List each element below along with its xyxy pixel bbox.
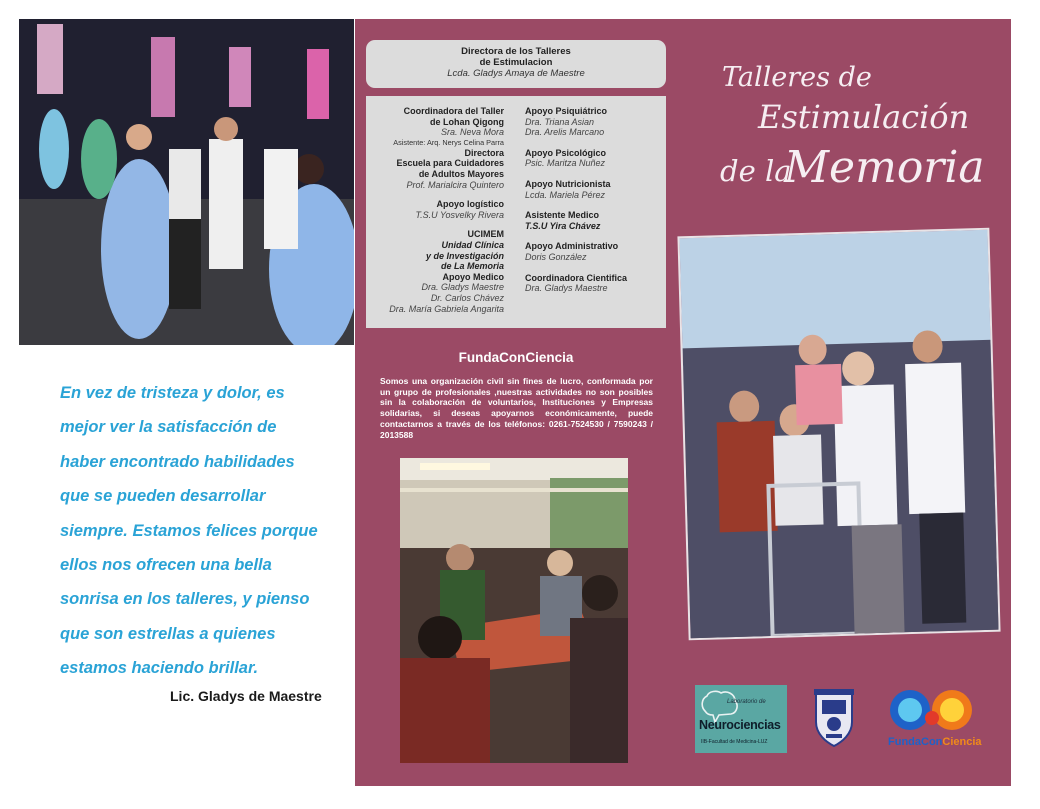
staff-role: Apoyo logístico <box>436 199 504 210</box>
quote-line: ellos nos ofrecen una bella <box>60 556 272 575</box>
director-title: Directora de los Talleres <box>461 46 571 57</box>
staff-role: de Lohan Qigong <box>430 116 504 127</box>
quote-line: mejor ver la satisfacción de <box>60 418 277 437</box>
staff-person: Dra. Gladys Maestre <box>525 283 608 294</box>
neuro-main-text: Neurociencias <box>699 718 781 732</box>
staff-person: Dr. Carlos Chávez <box>430 292 504 303</box>
university-crest-icon <box>812 688 856 748</box>
staff-person: Prof. Marialcira Quintero <box>406 179 504 190</box>
quote-line: siempre. Estamos felices porque <box>60 521 318 540</box>
staff-person: Dra. María Gabriela Angarita <box>389 303 504 314</box>
staff-role: Apoyo Medico <box>442 271 504 282</box>
quote-line: que son estrellas a quienes <box>60 624 276 643</box>
fundaconciencia-body: Somos una organización civil sin fines de lucro, conformada por un grupo de profesionales ,nuestras actividades no son posibles sin la colaboración de voluntarios, Instituciones y Empresas solidarias, si deseas apoyarnos económicamente, puede contactarnos a través de los teléfonos: 0261-7524530 / 7590243 / 2013588 <box>380 376 653 440</box>
staff-box <box>366 96 666 328</box>
workshop-photo-illustration <box>400 458 628 763</box>
fundaconciencia-title: FundaConCiencia <box>458 350 574 365</box>
staff-right-column <box>525 106 665 294</box>
staff-role: Coordinadora del Taller <box>403 106 504 116</box>
neuro-sub-text: IIB-Facultad de Medicina-LUZ <box>701 739 768 745</box>
staff-left-column <box>366 106 504 314</box>
staff-person: Psic. Maritza Nuñez <box>525 158 606 169</box>
fundaconciencia-logo-text: FundaConCiencia <box>888 736 982 748</box>
staff-person: Doris González <box>525 251 587 262</box>
staff-role: Apoyo Nutricionista <box>525 178 611 189</box>
fundaconciencia-circles-icon <box>888 688 984 734</box>
group-photo-illustration <box>679 230 1000 641</box>
quote <box>60 376 340 686</box>
quote-line: que se pueden desarrollar <box>60 487 266 506</box>
staff-role: Apoyo Administrativo <box>525 241 619 252</box>
staff-person: T.S.U Yosvelky Rivera <box>415 209 504 220</box>
staff-person: Dra. Triana Asian <box>525 116 595 127</box>
staff-person: Lcda. Mariela Pérez <box>525 189 606 200</box>
staff-role: de Adultos Mayores <box>418 168 504 179</box>
title-line: de la <box>720 154 792 188</box>
quote-line: haber encontrado habilidades <box>60 452 295 471</box>
title-line: Memoria <box>784 142 985 193</box>
title-line: Talleres de <box>722 62 872 93</box>
staff-role: Asistente Medico <box>525 210 600 221</box>
workshop-photo <box>400 458 628 763</box>
quote-line: En vez de tristeza y dolor, es <box>60 384 285 402</box>
staff-role: Escuela para Cuidadores <box>396 158 504 169</box>
quote-author: Lic. Gladys de Maestre <box>170 688 322 704</box>
staff-role: Directora <box>464 147 504 158</box>
director-name: Lcda. Gladys Amaya de Maestre <box>447 68 585 79</box>
quote-line: estamos haciendo brillar. <box>60 659 259 678</box>
staff-role: y de Investigación <box>425 250 504 261</box>
title-line: Estimulación <box>758 98 970 136</box>
staff-role: Coordinadora Cientifica <box>525 272 628 283</box>
director-box <box>366 40 666 88</box>
neuro-lab-text: Laboratorio de <box>727 699 766 705</box>
staff-person: Dra. Arelis Marcano <box>525 127 605 138</box>
staff-role: Apoyo Psicológico <box>525 147 607 158</box>
staff-role: de La Memoria <box>440 261 504 272</box>
neurociencias-logo <box>695 685 787 753</box>
director-title: de Estimulacion <box>479 57 553 68</box>
staff-role: UCIMEM <box>467 229 504 240</box>
group-photo <box>677 228 1000 641</box>
quote-line: sonrisa en los talleres, y pienso <box>60 590 310 609</box>
staff-person: Dra. Gladys Maestre <box>421 282 504 293</box>
dance-photo-illustration <box>19 19 354 345</box>
staff-assistant: Asistente: Arq. Nerys Celina Parra <box>393 137 504 147</box>
staff-role: Apoyo Psiquiátrico <box>525 106 608 116</box>
crest-icon <box>812 688 856 748</box>
staff-person: T.S.U Yira Chávez <box>525 220 601 231</box>
dance-photo <box>19 19 354 345</box>
fundaconciencia-logo <box>888 688 984 750</box>
staff-person: Sra. Neva Mora <box>440 127 504 138</box>
staff-role: Unidad Clínica <box>441 239 504 250</box>
